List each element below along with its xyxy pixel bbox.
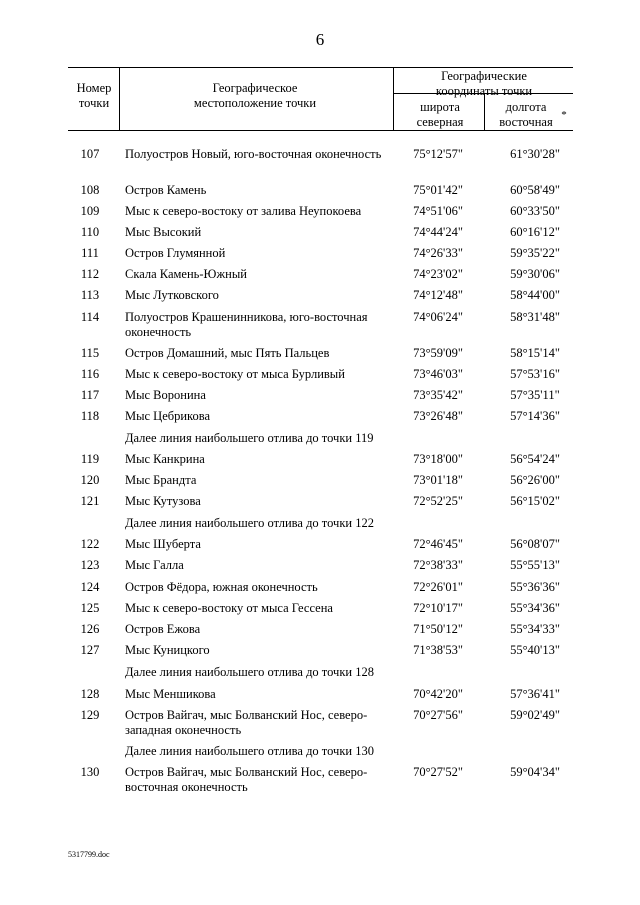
- longitude-value: 55°36'36": [510, 580, 560, 594]
- point-number: 126: [80, 622, 100, 636]
- point-number: 108: [80, 183, 100, 197]
- longitude-value: 59°02'49": [510, 708, 560, 722]
- longitude-value: 58°15'14": [510, 346, 560, 360]
- location-text: Мыс Воронина: [125, 388, 206, 402]
- location-text: Полуостров Новый, юго-восточная оконечность: [125, 147, 382, 161]
- latitude-value: 73°59'09": [413, 346, 463, 360]
- note-text: Далее линия наибольшего отлива до точки 130: [125, 744, 374, 758]
- point-number: 128: [80, 687, 100, 701]
- location-text: Мыс Меншикова: [125, 687, 216, 701]
- latitude-value: 73°18'00": [413, 452, 463, 466]
- latitude-value: 70°27'52": [413, 765, 463, 779]
- latitude-value: 73°01'18": [413, 473, 463, 487]
- point-number: 119: [80, 452, 100, 466]
- latitude-value: 75°12'57": [413, 147, 463, 161]
- header-bottom-rule: [68, 130, 573, 131]
- header-vline-2: [393, 67, 394, 131]
- location-text: Мыс Галла: [125, 558, 184, 572]
- note-text: Далее линия наибольшего отлива до точки 128: [125, 665, 374, 679]
- longitude-value: 61°30'28": [510, 147, 560, 161]
- longitude-value: 60°16'12": [510, 225, 560, 239]
- location-text: Остров Глумянной: [125, 246, 226, 260]
- point-number: 118: [80, 409, 100, 423]
- latitude-value: 74°12'48": [413, 288, 463, 302]
- latitude-value: 72°52'25": [413, 494, 463, 508]
- header-top-rule: [68, 67, 573, 68]
- location-text: Мыс к северо-востоку от залива Неупокоева: [125, 204, 362, 218]
- point-number: 113: [80, 288, 100, 302]
- location-text: Остров Фёдора, южная оконечность: [125, 580, 318, 594]
- longitude-value: 56°54'24": [510, 452, 560, 466]
- longitude-value: 56°08'07": [510, 537, 560, 551]
- latitude-value: 74°06'24": [413, 310, 463, 324]
- latitude-value: 75°01'42": [413, 183, 463, 197]
- point-number: 111: [81, 246, 99, 260]
- point-number: 114: [80, 310, 100, 324]
- point-number: 110: [80, 225, 100, 239]
- longitude-value: 60°33'50": [510, 204, 560, 218]
- latitude-value: 74°51'06": [413, 204, 463, 218]
- longitude-value: 55°55'13": [510, 558, 560, 572]
- longitude-value: 57°36'41": [510, 687, 560, 701]
- longitude-value: 55°40'13": [510, 643, 560, 657]
- latitude-value: 74°23'02": [413, 267, 463, 281]
- longitude-value: 59°30'06": [510, 267, 560, 281]
- point-number: 112: [80, 267, 100, 281]
- point-number: 127: [80, 643, 100, 657]
- location-text: Остров Камень: [125, 183, 207, 197]
- longitude-value: 59°35'22": [510, 246, 560, 260]
- header-asterisk: *: [561, 109, 567, 121]
- header-vline-1: [119, 67, 120, 131]
- point-number: 125: [80, 601, 100, 615]
- latitude-value: 73°26'48": [413, 409, 463, 423]
- latitude-value: 71°38'53": [413, 643, 463, 657]
- point-number: 116: [80, 367, 100, 381]
- point-number: 129: [80, 708, 100, 722]
- longitude-value: 58°31'48": [510, 310, 560, 324]
- location-text: Мыс Цебрикова: [125, 409, 211, 423]
- latitude-value: 72°38'33": [413, 558, 463, 572]
- longitude-value: 55°34'33": [510, 622, 560, 636]
- location-text: Мыс Лутковского: [125, 288, 219, 302]
- latitude-value: 70°27'56": [413, 708, 463, 722]
- location-text: Остров Ежова: [125, 622, 201, 636]
- note-text: Далее линия наибольшего отлива до точки 122: [125, 516, 374, 530]
- location-text: Полуостров Крашенинникова, юго-восточная оконечность: [125, 310, 368, 339]
- longitude-value: 56°26'00": [510, 473, 560, 487]
- point-number: 117: [80, 388, 100, 402]
- longitude-value: 57°14'36": [510, 409, 560, 423]
- latitude-value: 72°46'45": [413, 537, 463, 551]
- location-text: Мыс Высокий: [125, 225, 202, 239]
- location-text: Скала Камень-Южный: [125, 267, 247, 281]
- point-number: 122: [80, 537, 100, 551]
- header-number: Номер точки: [76, 81, 112, 110]
- point-number: 115: [80, 346, 100, 360]
- location-text: Остров Вайгач, мыс Болванский Нос, северо-западная оконечность: [125, 708, 368, 737]
- point-number: 120: [80, 473, 100, 487]
- longitude-value: 57°53'16": [510, 367, 560, 381]
- point-number: 130: [80, 765, 100, 779]
- latitude-value: 73°35'42": [413, 388, 463, 402]
- point-number: 123: [80, 558, 100, 572]
- latitude-value: 73°46'03": [413, 367, 463, 381]
- point-number: 109: [80, 204, 100, 218]
- location-text: Мыс Канкрина: [125, 452, 205, 466]
- location-text: Мыс к северо-востоку от мыса Гессена: [125, 601, 333, 615]
- point-number: 121: [80, 494, 100, 508]
- footer-filename: 5317799.doc: [68, 850, 110, 859]
- longitude-value: 55°34'36": [510, 601, 560, 615]
- location-text: Мыс Куницкого: [125, 643, 210, 657]
- latitude-value: 74°44'24": [413, 225, 463, 239]
- location-text: Мыс Шуберта: [125, 537, 201, 551]
- longitude-value: 60°58'49": [510, 183, 560, 197]
- longitude-value: 57°35'11": [510, 388, 560, 402]
- location-text: Остров Домашний, мыс Пять Пальцев: [125, 346, 330, 360]
- longitude-value: 59°04'34": [510, 765, 560, 779]
- header-longitude: долгота восточная: [499, 100, 553, 129]
- header-latitude: широта северная: [416, 100, 464, 129]
- location-text: Мыс к северо-востоку от мыса Бурливый: [125, 367, 345, 381]
- header-location: Географическое местоположение точки: [193, 81, 317, 110]
- longitude-value: 58°44'00": [510, 288, 560, 302]
- location-text: Остров Вайгач, мыс Болванский Нос, северо-восточная оконечность: [125, 765, 368, 794]
- latitude-value: 72°26'01": [413, 580, 463, 594]
- point-number: 107: [80, 147, 100, 161]
- longitude-value: 56°15'02": [510, 494, 560, 508]
- location-text: Мыс Кутузова: [125, 494, 201, 508]
- latitude-value: 74°26'33": [413, 246, 463, 260]
- latitude-value: 72°10'17": [413, 601, 463, 615]
- point-number: 124: [80, 580, 100, 594]
- latitude-value: 71°50'12": [413, 622, 463, 636]
- page-number: 6: [315, 30, 325, 49]
- latitude-value: 70°42'20": [413, 687, 463, 701]
- location-text: Мыс Брандта: [125, 473, 197, 487]
- note-text: Далее линия наибольшего отлива до точки 119: [125, 431, 374, 445]
- header-coordinates: Географические координаты точки: [435, 69, 533, 98]
